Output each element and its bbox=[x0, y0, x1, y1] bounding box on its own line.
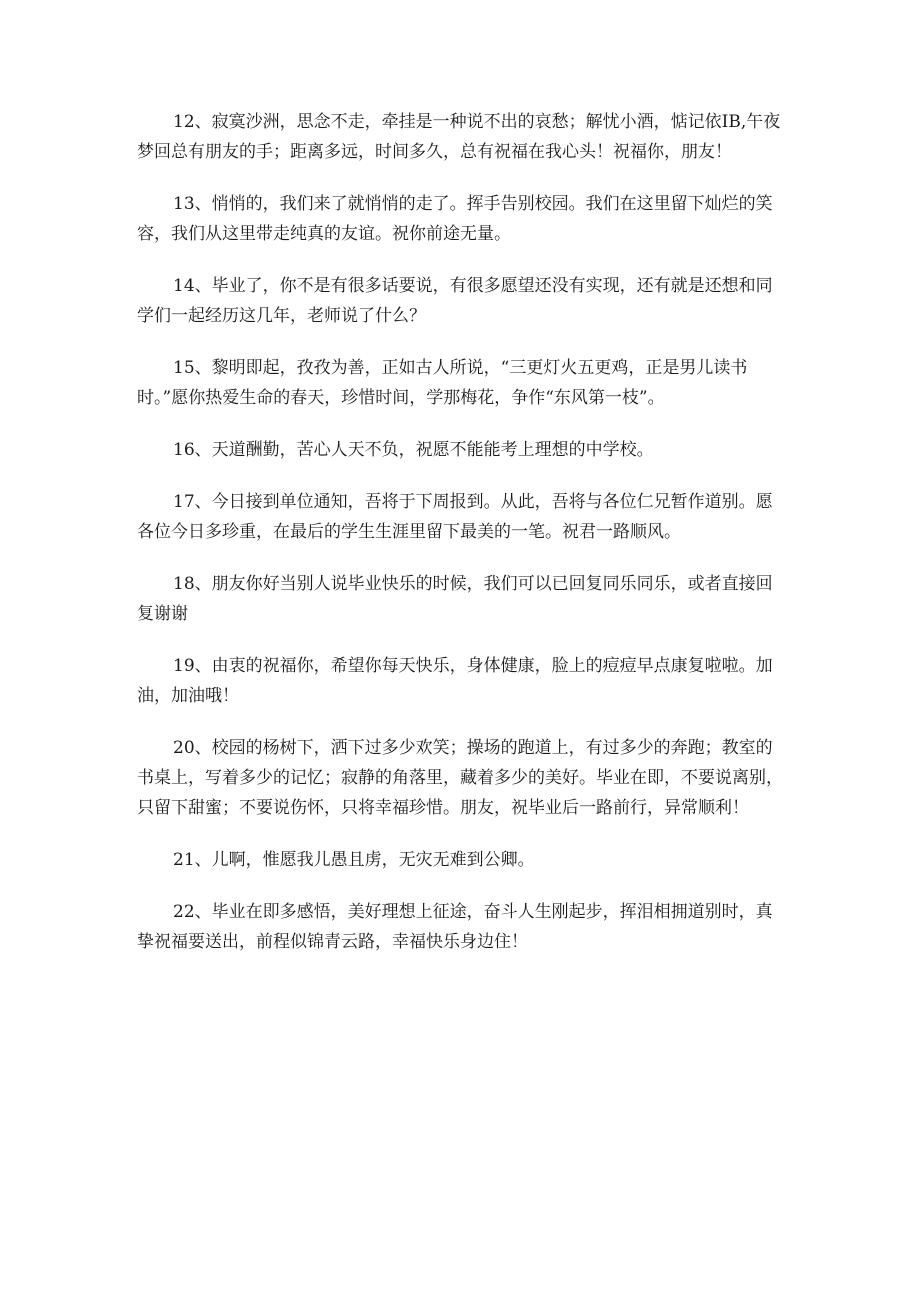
paragraph-17: 17、今日接到单位通知，吾将于下周报到。从此，吾将与各位仁兄暂作道别。愿各位今日多珍重，在最后的学生生涯里留下最美的一笔。祝君一路顺风。 bbox=[137, 492, 773, 542]
document-body bbox=[137, 107, 787, 979]
paragraph-21: 21、儿啊，惟愿我儿愚且虏，无灾无难到公卿。 bbox=[173, 850, 535, 870]
paragraph-19: 19、由衷的祝福你，希望你每天快乐，身体健康，脸上的痘痘早点康复啦啦。加油，加油哦！ bbox=[137, 656, 773, 706]
paragraph-13: 13、悄悄的，我们来了就悄悄的走了。挥手告别校园。我们在这里留下灿烂的笑容，我们从这里带走纯真的友谊。祝你前途无量。 bbox=[137, 194, 773, 244]
paragraph-16: 16、天道酬勤，苦心人天不负，祝愿不能能考上理想的中学校。 bbox=[173, 440, 654, 460]
paragraph-20: 20、校园的杨树下，洒下过多少欢笑；操场的跑道上，有过多少的奔跑；教室的书桌上，写着多少的记忆；寂静的角落里，藏着多少的美好。毕业在即，不要说离别，只留下甜蜜；不要说伤怀，只将幸福珍惜。朋友，祝毕业后一路前行，异常顺利！ bbox=[137, 738, 783, 818]
paragraph-14: 14、毕业了，你不是有很多话要说，有很多愿望还没有实现，还有就是还想和同学们一起经历这几年，老师说了什么？ bbox=[137, 276, 773, 326]
paragraph-15: 15、黎明即起，孜孜为善，正如古人所说，“三更灯火五更鸡，正是男儿读书时。”愿你热爱生命的春天，珍惜时间，学那梅花，争作“东风第一枝”。 bbox=[137, 358, 748, 408]
paragraph-18: 18、朋友你好当别人说毕业快乐的时候，我们可以已回复同乐同乐，或者直接回复谢谢 bbox=[137, 574, 773, 624]
paragraph-12: 12、寂寞沙洲，思念不走，牵挂是一种说不出的哀愁；解忧小酒，惦记依IB,午夜梦回总有朋友的手；距离多远，时间多久，总有祝福在我心头！祝福你，朋友！ bbox=[137, 112, 781, 162]
paragraph-22: 22、毕业在即多感悟，美好理想上征途，奋斗人生刚起步，挥泪相拥道别时，真挚祝福要送出，前程似锦青云路，幸福快乐身边住！ bbox=[137, 902, 773, 952]
